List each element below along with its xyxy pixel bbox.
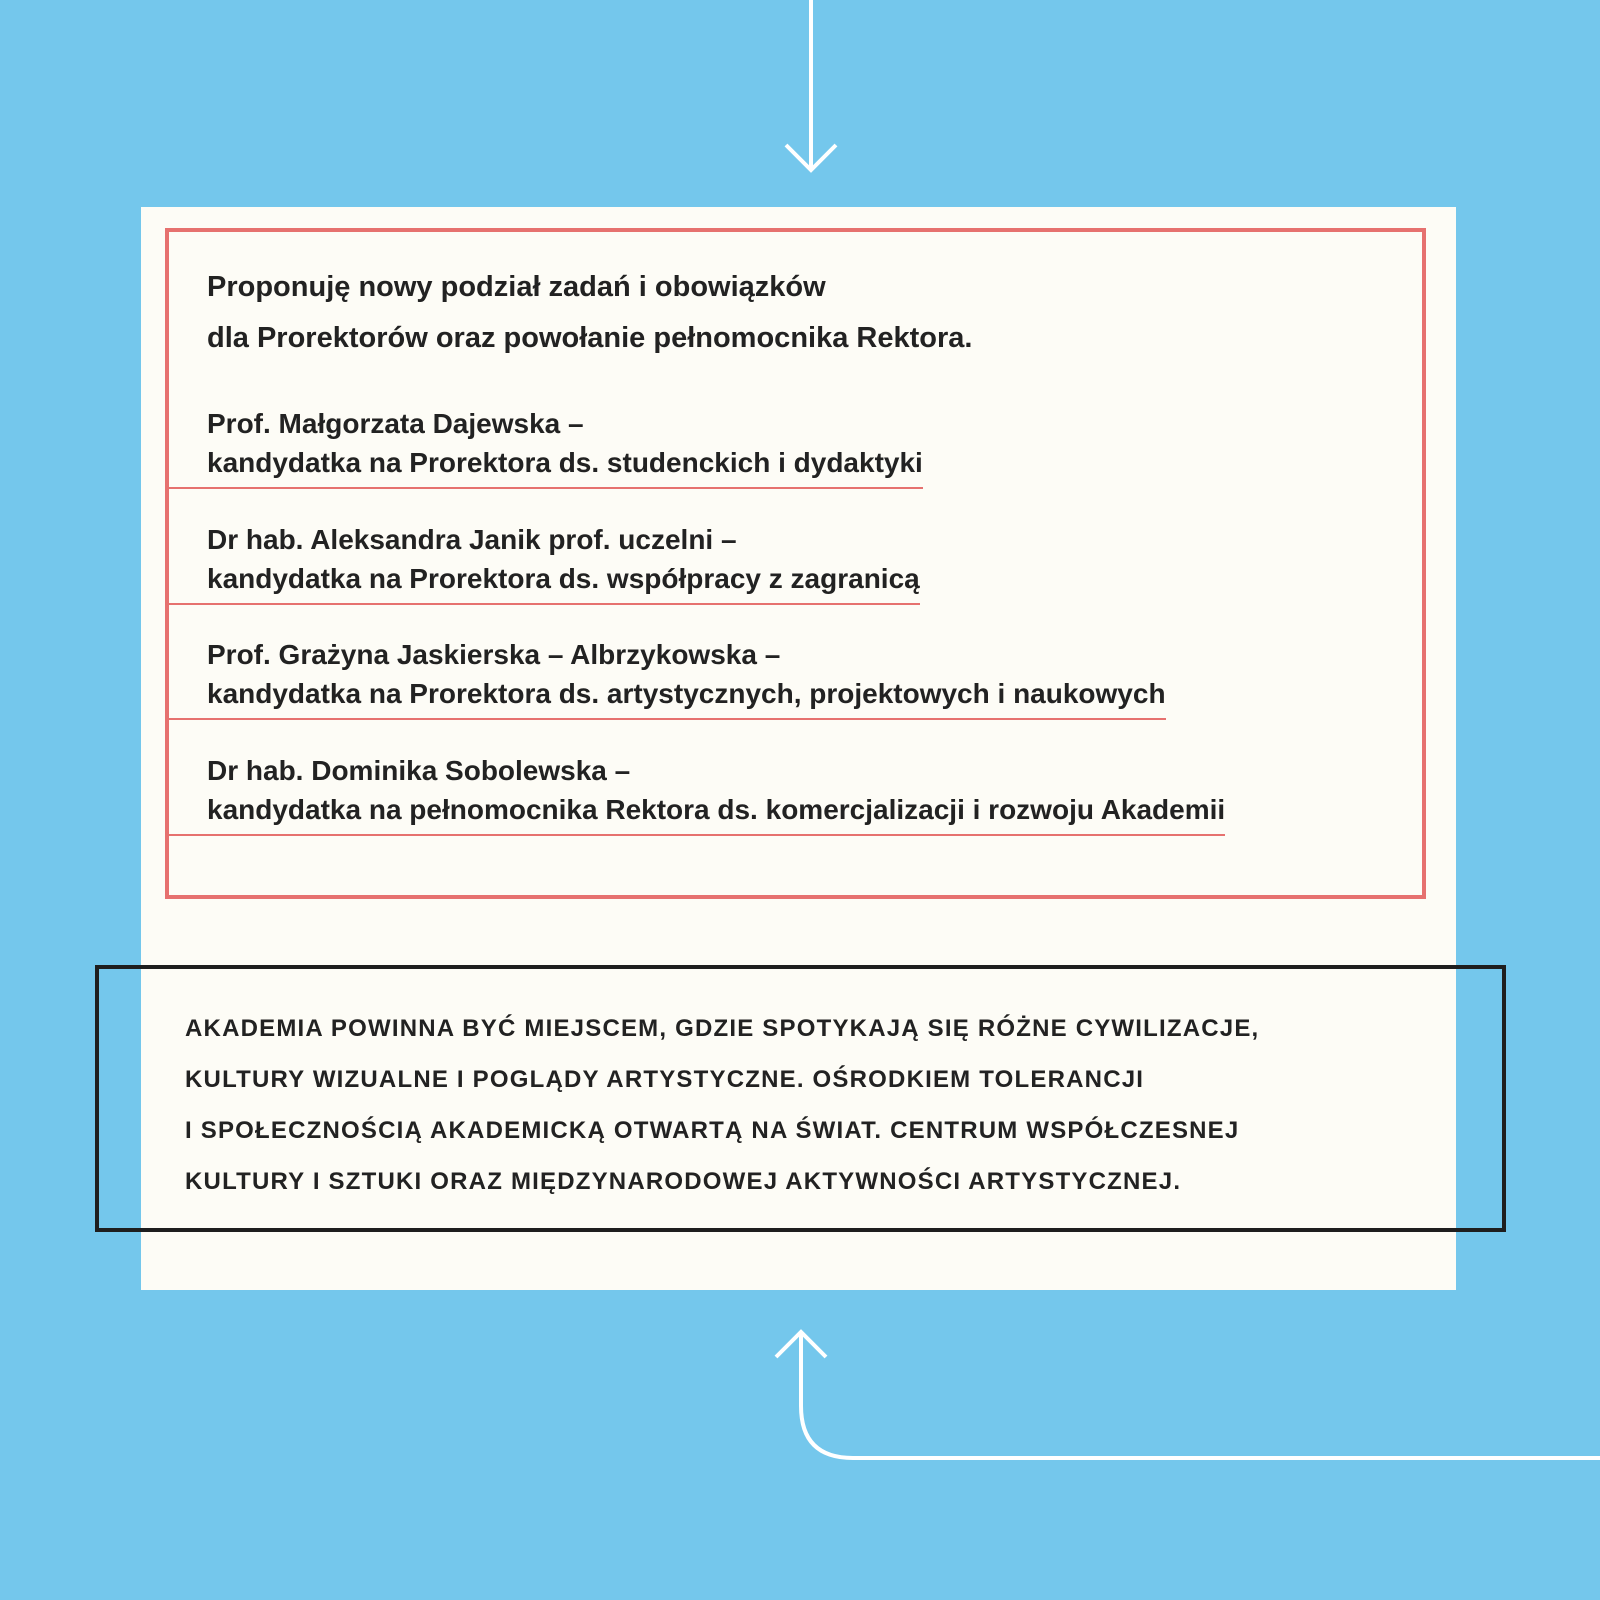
arrow-down-icon <box>786 0 836 170</box>
quote-line: KULTURY WIZUALNE I POGLĄDY ARTYSTYCZNE. OŚRODKIEM TOLERANCJI <box>185 1066 1145 1093</box>
intro-line-1: Proponuję nowy podział zadań i obowiązków <box>207 271 826 303</box>
candidate-item <box>168 520 920 605</box>
arrow-up-curved-icon <box>776 1332 1600 1458</box>
quote-line: I SPOŁECZNOŚCIĄ AKADEMICKĄ OTWARTĄ NA ŚWIAT. CENTRUM WSPÓŁCZESNEJ <box>185 1117 1240 1144</box>
intro-text <box>207 262 972 364</box>
mission-quote <box>185 1003 1259 1207</box>
candidate-name: Prof. Małgorzata Dajewska – <box>207 408 584 439</box>
candidate-item <box>168 635 1166 720</box>
candidate-name: Dr hab. Dominika Sobolewska – <box>207 755 631 786</box>
candidate-name: Prof. Grażyna Jaskierska – Albrzykowska – <box>207 639 781 670</box>
candidate-item <box>168 404 923 489</box>
candidate-name: Dr hab. Aleksandra Janik prof. uczelni – <box>207 524 737 555</box>
quote-line: AKADEMIA POWINNA BYĆ MIEJSCEM, GDZIE SPOTYKAJĄ SIĘ RÓŻNE CYWILIZACJE, <box>185 1015 1260 1042</box>
candidate-role: kandydatka na Prorektora ds. artystycznych, projektowych i naukowych <box>207 678 1166 709</box>
candidate-role: kandydatka na pełnomocnika Rektora ds. komercjalizacji i rozwoju Akademii <box>207 794 1226 825</box>
candidate-role: kandydatka na Prorektora ds. studenckich i dydaktyki <box>207 447 923 478</box>
candidate-item <box>168 751 1225 836</box>
candidate-role: kandydatka na Prorektora ds. współpracy z zagranicą <box>207 563 920 594</box>
quote-line: KULTURY I SZTUKI ORAZ MIĘDZYNARODOWEJ AKTYWNOŚCI ARTYSTYCZNEJ. <box>185 1168 1182 1195</box>
intro-line-2: dla Prorektorów oraz powołanie pełnomocnika Rektora. <box>207 322 973 354</box>
